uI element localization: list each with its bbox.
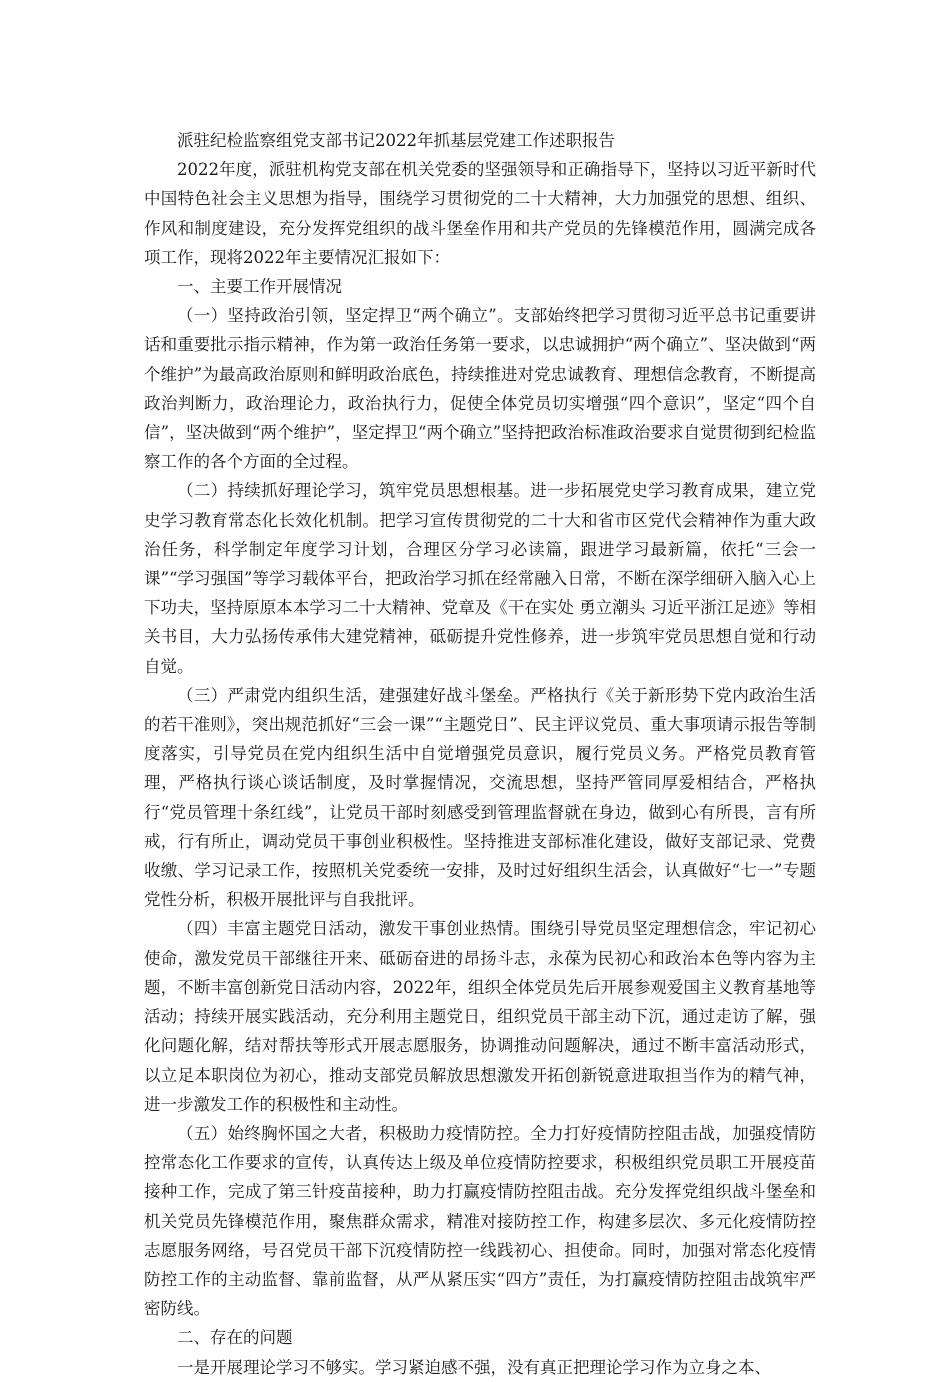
paragraph-organization-life: （三）严肃党内组织生活，建强建好战斗堡垒。严格执行《关于新形势下党内政治生活的若干准则》，突出规范抓好“三会一课”“主题党日”、民主评议党员、重大事项请示报告等制度落实，引导党员在党内组织生活中自觉增强党员意识，履行党员义务。严格党员教育管理，严格执行谈心谈话制度，及时掌握情况，交流思想，坚持严管同厚爱相结合，严格执行“党员管理十条红线”，让党员干部时刻感受到管理监督就在身边，做到心有所畏，言有所戒，行有所止，调动党员干事创业积极性。坚持推进支部标准化建设，做好支部记录、党费收缴、学习记录工作，按照机关党委统一安排，及时过好组织生活会，认真做好“七一”专题党性分析，积极开展批评与自我批评。 xyxy=(144,685,816,910)
document-page xyxy=(144,126,816,1382)
document-title: 派驻纪检监察组党支部书记2022年抓基层党建工作述职报告 xyxy=(177,131,615,150)
paragraph-party-day-activities: （四）丰富主题党日活动，激发干事创业热情。围绕引导党员坚定理想信念，牢记初心使命，激发党员干部继往开来、砥砺奋进的昂扬斗志，永葆为民初心和政治本色等内容为主题，不断丰富创新党日活动内容，2022年，组织全体党员先后开展参观爱国主义教育基地等活动；持续开展实践活动，充分利用主题党日，组织党员干部主动下沉，通过走访了解，强化问题化解，结对帮扶等形式开展志愿服务，协调推动问题解决，通过不断丰富活动形式，以立足本职岗位为初心，推动支部党员解放思想激发开拓创新锐意进取担当作为的精气神，进一步激发工作的积极性和主动性。 xyxy=(144,919,816,1114)
section-heading-main-work: 一、主要工作开展情况 xyxy=(177,277,342,297)
paragraph-epidemic-prevention: （五）始终胸怀国之大者，积极助力疫情防控。全力打好疫情防控阻击战，加强疫情防控常态化工作要求的宣传，认真传达上级及单位疫情防控要求，积极组织党员职工开展疫苗接种工作，完成了第三针疫苗接种，助力打赢疫情防控阻击战。充分发挥党组织战斗堡垒和机关党员先锋模范作用，聚焦群众需求，精准对接防控工作，构建多层次、多元化疫情防控志愿服务网络，号召党员干部下沉疫情防控一线践初心、担使命。同时，加强对常态化疫情防控工作的主动监督、靠前监督，从严从紧压实“四方”责任，为打赢疫情防控阻击战筑牢严密防线。 xyxy=(144,1123,816,1319)
paragraph-political-guidance: （一）坚持政治引领，坚定捍卫“两个确立”。支部始终把学习贯彻习近平总书记重要讲话和重要批示指示精神，作为第一政治任务第一要求，以忠诚拥护“两个确立”、坚决做到“两个维护”为最高政治原则和鲜明政治底色，持续推进对党忠诚教育、理想信念教育，不断提高政治判断力，政治理论力，政治执行力，促使全体党员切实增强“四个意识”，坚定“四个自信”，坚决做到“两个维护”，坚定捍卫“两个确立”坚持把政治标准政治要求自觉贯彻到纪检监察工作的各个方面的全过程。 xyxy=(144,306,816,472)
section-heading-problems: 二、存在的问题 xyxy=(177,1328,293,1348)
paragraph-theory-study: （二）持续抓好理论学习，筑牢党员思想根基。进一步拓展党史学习教育成果，建立党史学习教育常态化长效化机制。把学习宣传贯彻党的二十大和省市区党代会精神作为重大政治任务，科学制定年度学习计划，合理区分学习必读篇，跟进学习最新篇，依托“三会一课”“学习强国”等学习载体平台，把政治学习抓在经常融入日常，不断在深学细研入脑入心上下功夫，坚持原原本本学习二十大精神、党章及《干在实处 勇立潮头 习近平浙江足迹》等相关书目，大力弘扬传承伟大建党精神，砥砺提升党性修养，进一步筑牢党员思想自觉和行动自觉。 xyxy=(144,481,816,676)
intro-paragraph: 2022年度，派驻机构党支部在机关党委的坚强领导和正确指导下，坚持以习近平新时代中国特色社会主义思想为指导，围绕学习贯彻党的二十大精神，大力加强党的思想、组织、作风和制度建设，充分发挥党组织的战斗堡垒作用和共产党员的先锋模范作用，圆满完成各项工作，现将2022年主要情况汇报如下： xyxy=(144,160,816,267)
paragraph-problem-one: 一是开展理论学习不够实。学习紧迫感不强，没有真正把理论学习作为立身之本、 xyxy=(177,1357,771,1377)
